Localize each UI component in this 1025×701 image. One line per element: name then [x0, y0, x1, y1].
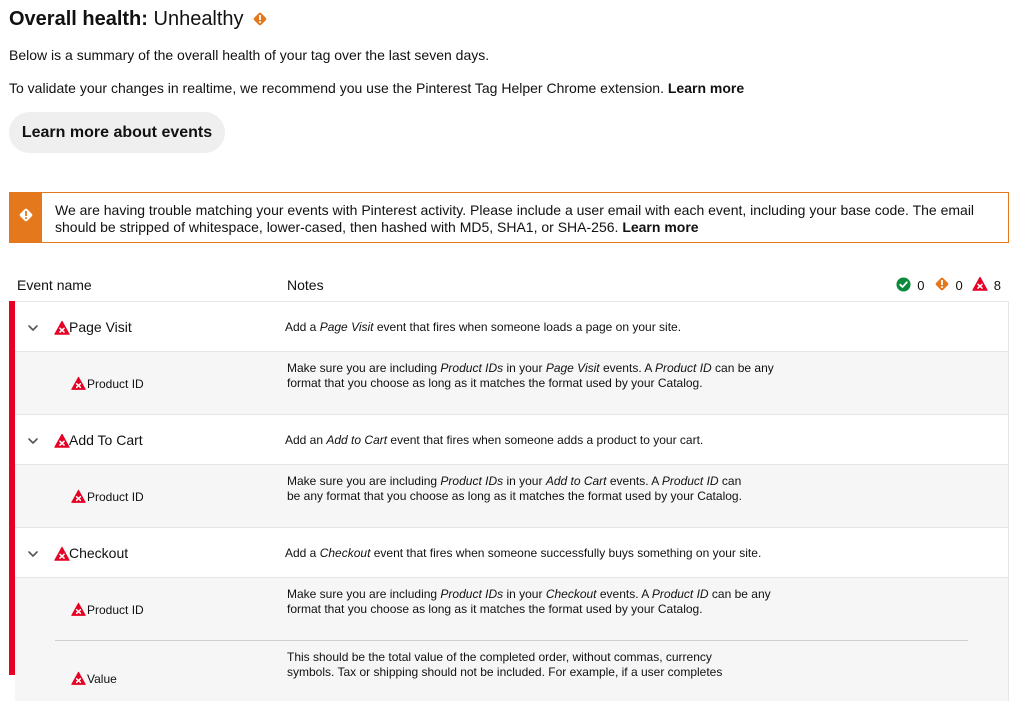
- error-triangle-icon: [972, 276, 988, 296]
- note-text: events. A: [596, 587, 652, 601]
- error-triangle-icon: [71, 602, 86, 622]
- note-emphasis: Add to Cart: [326, 433, 388, 447]
- warning-count: 0: [955, 278, 963, 293]
- note-text: in your: [503, 474, 546, 488]
- param-name: Product ID: [87, 490, 144, 504]
- note-text: can be any format that you choose as long as it matches the format used by your Catalog.: [287, 474, 742, 503]
- note-emphasis: Product IDs: [440, 587, 504, 601]
- banner-text: We are having trouble matching your events with Pinterest activity. Please include a user email with each event, including your base code. The email should be stripped of whitespace, lower-cased, then hashed with MD5, SHA1, or SHA-256.: [55, 202, 975, 235]
- warning-diamond-icon: [934, 276, 950, 296]
- event-name: Page Visit: [69, 319, 132, 335]
- note-text: event that fires when someone loads a page on your site.: [373, 320, 682, 334]
- note-text: Make sure you are including: [287, 474, 441, 488]
- param-note: [287, 361, 777, 391]
- tag-helper-learn-more-link[interactable]: Learn more: [667, 80, 745, 96]
- event-row[interactable]: [15, 414, 1009, 465]
- error-triangle-icon: [54, 433, 70, 454]
- summary-text: Below is a summary of the overall health of your tag over the last seven days.: [9, 47, 490, 63]
- note-text: events. A: [606, 474, 662, 488]
- param-note: This should be the total value of the completed order, without commas, currency symbols. Tax or shipping should not be included. For example, if a user completes: [287, 650, 723, 679]
- title-label: Overall health:: [9, 8, 148, 30]
- event-name: Checkout: [69, 545, 129, 561]
- check-circle-icon: [896, 277, 911, 296]
- error-count: 8: [993, 278, 1001, 293]
- event-name: Add To Cart: [69, 432, 143, 448]
- note-text: can be any format that you choose as long as it matches the format used by your Catalog.: [287, 361, 774, 390]
- note-emphasis: Page Visit: [545, 361, 600, 375]
- param-name: Product ID: [87, 603, 144, 617]
- error-triangle-icon: [71, 671, 86, 691]
- param-row: [15, 641, 1009, 701]
- note-text: events. A: [599, 361, 655, 375]
- event-note: [285, 546, 761, 561]
- page-title: [9, 6, 268, 34]
- note-emphasis: Product ID: [651, 587, 709, 601]
- note-emphasis: Product IDs: [440, 474, 504, 488]
- error-triangle-icon: [54, 546, 70, 567]
- note-text: Make sure you are including: [287, 361, 441, 375]
- param-row: [15, 352, 1009, 415]
- event-row[interactable]: [15, 527, 1009, 578]
- healthy-count: 0: [917, 278, 925, 293]
- note-text: event that fires when someone successfully buys something on your site.: [370, 546, 762, 560]
- banner-learn-more-link[interactable]: Learn more: [622, 219, 699, 235]
- event-row[interactable]: [15, 301, 1009, 352]
- error-triangle-icon: [71, 489, 86, 509]
- note-text: Add a: [285, 320, 320, 334]
- chevron-down-icon[interactable]: [27, 547, 39, 565]
- note-text: can be any format that you choose as long as it matches the format used by your Catalog.: [287, 587, 771, 616]
- event-note: [285, 433, 703, 448]
- param-name: Product ID: [87, 377, 144, 391]
- note-emphasis: Add to Cart: [545, 474, 607, 488]
- warning-banner: [9, 192, 1009, 243]
- column-header-event-name: Event name: [17, 277, 92, 293]
- banner-side: [10, 193, 42, 242]
- warning-diamond-icon: [18, 207, 34, 228]
- note-emphasis: Product ID: [655, 361, 712, 375]
- events-table: [9, 301, 1009, 686]
- banner-message: [55, 202, 995, 236]
- note-emphasis: Product ID: [661, 474, 719, 488]
- note-text: in your: [503, 361, 546, 375]
- column-header-notes: Notes: [287, 277, 324, 293]
- chevron-down-icon[interactable]: [27, 321, 39, 339]
- param-name: Value: [87, 672, 117, 686]
- note-text: Add a: [285, 546, 320, 560]
- note-emphasis: Product IDs: [440, 361, 504, 375]
- param-note: [287, 474, 757, 504]
- realtime-text: [9, 79, 744, 97]
- health-status: Unhealthy: [153, 8, 244, 30]
- learn-more-events-button[interactable]: Learn more about events: [9, 112, 225, 153]
- realtime-sentence: To validate your changes in realtime, we recommend you use the Pinterest Tag Helper Chrome extension.: [9, 80, 664, 96]
- event-note: [285, 320, 681, 335]
- note-text: Make sure you are including: [287, 587, 441, 601]
- param-note: [287, 587, 777, 617]
- note-text: in your: [503, 587, 546, 601]
- note-text: event that fires when someone adds a product to your cart.: [387, 433, 704, 447]
- param-row: [15, 578, 1009, 641]
- warning-diamond-icon: [252, 8, 268, 34]
- error-triangle-icon: [54, 320, 70, 341]
- note-text: Add an: [285, 433, 327, 447]
- note-emphasis: Page Visit: [319, 320, 374, 334]
- note-emphasis: Checkout: [545, 587, 597, 601]
- error-triangle-icon: [71, 376, 86, 396]
- param-row: [15, 465, 1009, 528]
- health-counts: [896, 276, 1001, 296]
- note-emphasis: Checkout: [319, 546, 371, 560]
- chevron-down-icon[interactable]: [27, 434, 39, 452]
